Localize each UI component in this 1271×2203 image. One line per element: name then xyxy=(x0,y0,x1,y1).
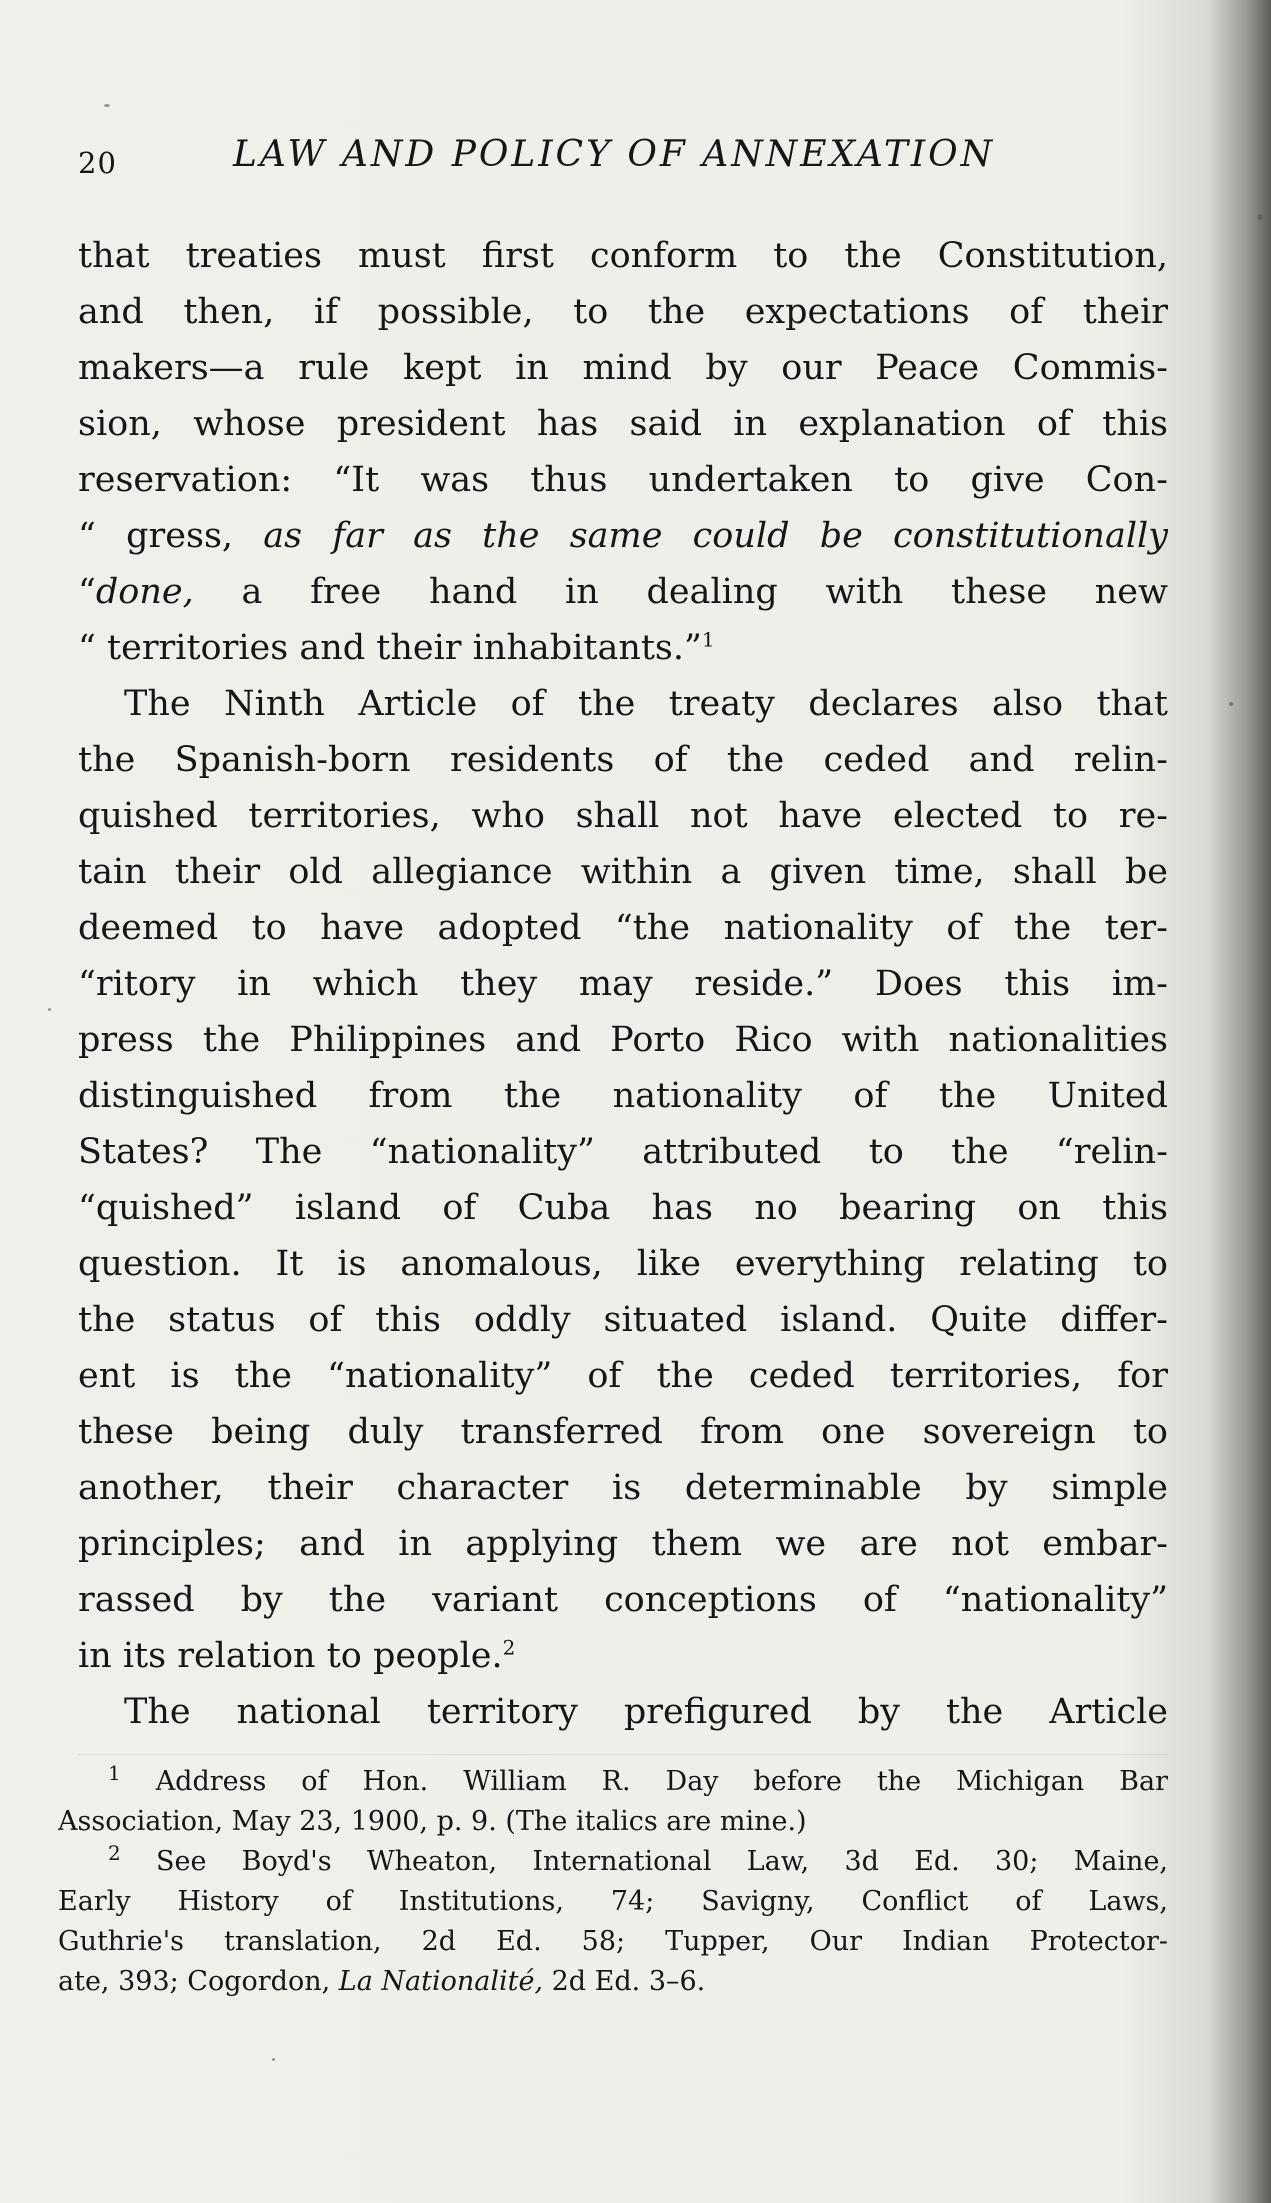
footnote-marker: 1 xyxy=(108,1762,121,1785)
body-line: “done, a free hand in dealing with these new xyxy=(78,572,1168,612)
footnote-ref: 1 xyxy=(701,627,715,652)
paper-speck xyxy=(1229,702,1233,706)
body-line: “ territories and their inhabitants.”$^1$ xyxy=(78,627,715,668)
body-line: “quished” island of Cuba has no bearing on this xyxy=(78,1188,1168,1228)
body-line: reservation: “It was thus undertaken to give Con- xyxy=(78,460,1168,500)
italic-phrase: done, xyxy=(95,572,194,612)
footnote-line: $^2$ See Boyd's Wheaton, International Law, 3d Ed. 30; Maine, xyxy=(108,1842,1168,1877)
body-line: distinguished from the nationality of the United xyxy=(78,1076,1168,1116)
body-line: and then, if possible, to the expectations of their xyxy=(78,292,1168,332)
continuation-quote: “ xyxy=(78,516,96,556)
footnote-marker: 2 xyxy=(108,1842,121,1865)
footnotes xyxy=(58,1762,1168,2002)
continuation-quote: “ xyxy=(78,628,96,668)
paper-speck xyxy=(104,104,110,107)
body-text xyxy=(78,228,1168,1740)
body-line: that treaties must first conform to the Constitution, xyxy=(78,236,1168,276)
body-line: ent is the “nationality” of the ceded territories, for xyxy=(78,1356,1168,1396)
italic-title: La Nationalité, xyxy=(338,1966,544,1997)
body-line: “ritory in which they may reside.” Does this im- xyxy=(78,964,1168,1004)
footnote-line: $^1$ Address of Hon. William R. Day before the Michigan Bar xyxy=(108,1762,1168,1797)
body-line: the Spanish-born residents of the ceded and relin- xyxy=(78,740,1168,780)
continuation-quote: “ xyxy=(78,1188,96,1228)
body-line: States? The “nationality” attributed to the “relin- xyxy=(78,1132,1168,1172)
body-line: sion, whose president has said in explanation of this xyxy=(78,404,1168,444)
body-line: “ gress, as far as the same could be constitutionally xyxy=(78,516,1168,556)
paper-speck xyxy=(272,2058,275,2061)
continuation-quote: “ xyxy=(78,572,96,612)
running-head-title: LAW AND POLICY OF ANNEXATION xyxy=(233,134,996,175)
body-line: press the Philippines and Porto Rico with nationalities xyxy=(78,1020,1168,1060)
body-line: principles; and in applying them we are not embar- xyxy=(78,1524,1168,1564)
body-line: tain their old allegiance within a given time, shall be xyxy=(78,852,1168,892)
footnote-line: Early History of Institutions, 74; Savigny, Conflict of Laws, xyxy=(58,1886,1168,1917)
body-line: makers—a rule kept in mind by our Peace Commis- xyxy=(78,348,1168,388)
footnote-divider xyxy=(78,1754,1168,1755)
body-line: question. It is anomalous, like everything relating to xyxy=(78,1244,1168,1284)
paper-speck xyxy=(1258,214,1262,220)
footnote-ref: 2 xyxy=(502,1635,516,1660)
body-line: quished territories, who shall not have elected to re- xyxy=(78,796,1168,836)
page-number: 20 xyxy=(78,146,117,180)
body-line: rassed by the variant conceptions of “nationality” xyxy=(78,1580,1168,1620)
body-line: The Ninth Article of the treaty declares also that xyxy=(124,684,1168,724)
body-line: another, their character is determinable by simple xyxy=(78,1468,1168,1508)
footnote-line: ate, 393; Cogordon, La Nationalité, 2d Ed. 3–6. xyxy=(58,1966,706,1997)
footnote-line: Association, May 23, 1900, p. 9. (The italics are mine.) xyxy=(58,1806,807,1837)
footnote-line: Guthrie's translation, 2d Ed. 58; Tupper, Our Indian Protector- xyxy=(58,1926,1168,1957)
body-line: deemed to have adopted “the nationality of the ter- xyxy=(78,908,1168,948)
body-line: in its relation to people.$^2$ xyxy=(78,1635,516,1676)
italic-phrase: as far as the same could be constitutionally xyxy=(263,516,1168,556)
continuation-quote: “ xyxy=(78,964,96,1004)
body-line: The national territory prefigured by the Article xyxy=(124,1692,1168,1732)
running-head xyxy=(78,128,1168,188)
body-line: these being duly transferred from one sovereign to xyxy=(78,1412,1168,1452)
paper-speck xyxy=(48,1008,51,1011)
body-line: the status of this oddly situated island. Quite differ- xyxy=(78,1300,1168,1340)
